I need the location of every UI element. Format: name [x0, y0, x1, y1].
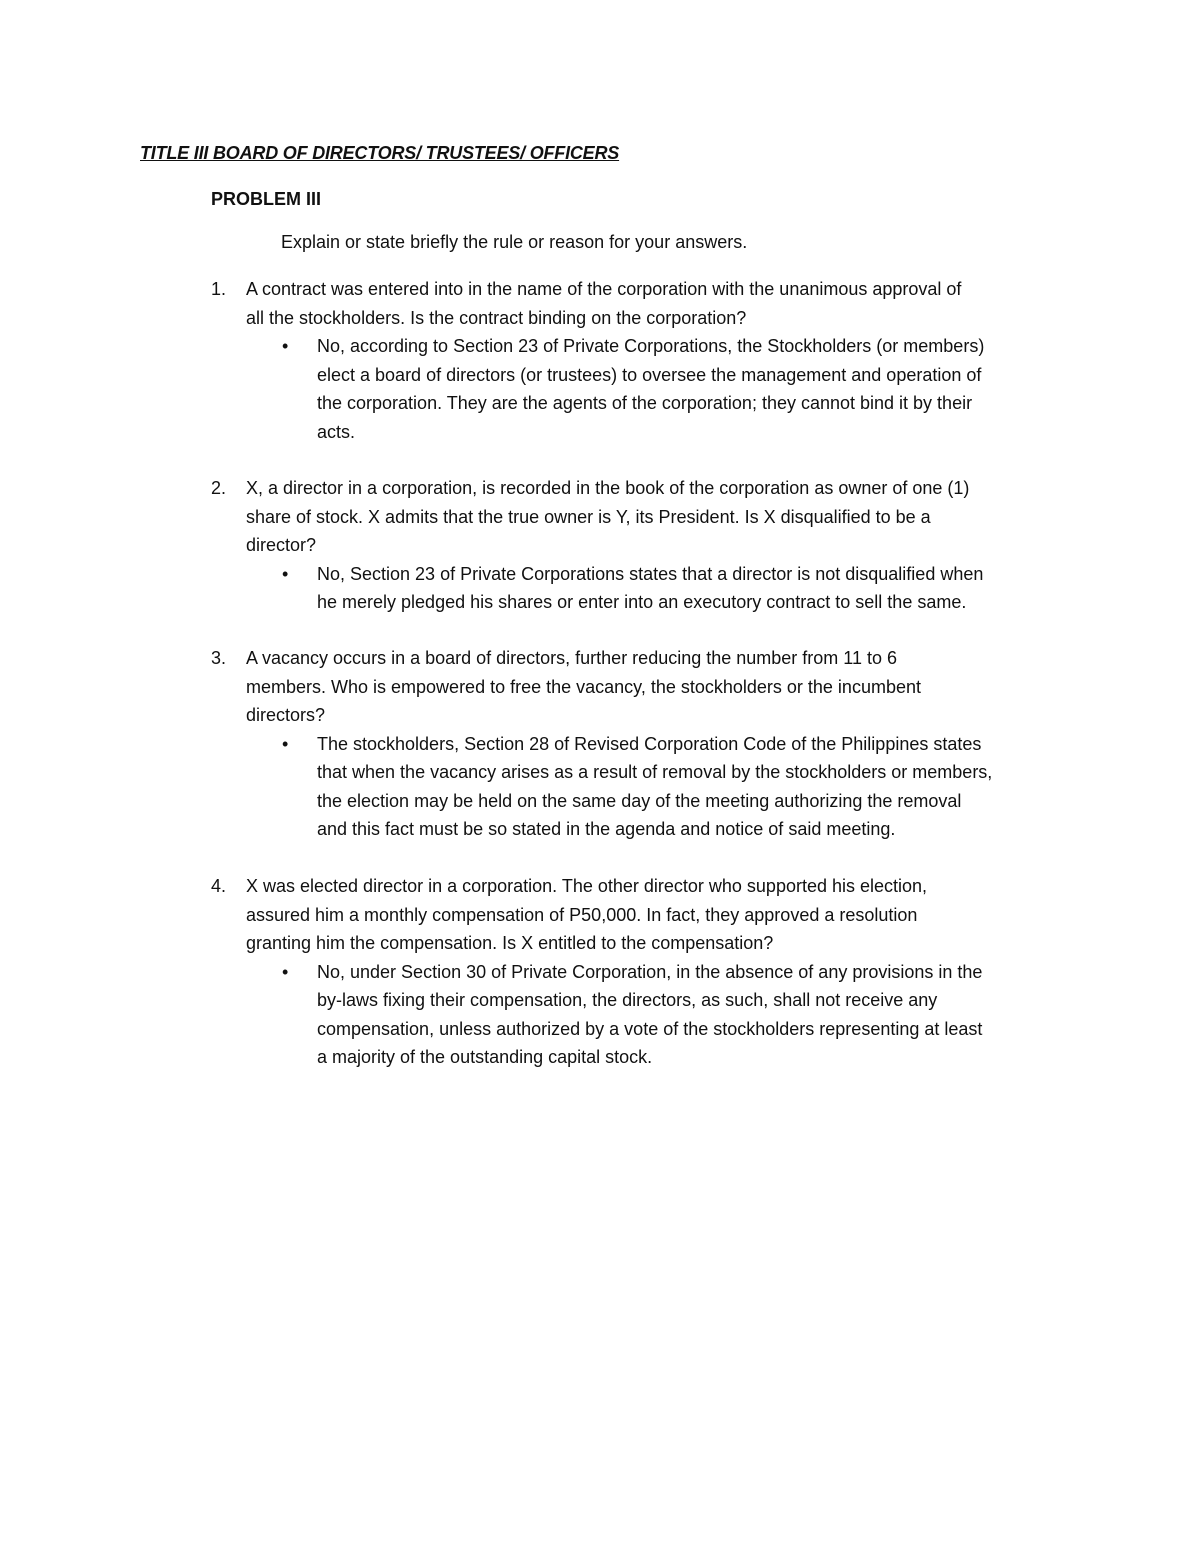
answer-line: and this fact must be so stated in the agenda and notice of said meeting. [317, 819, 896, 839]
answer-line: No, under Section 30 of Private Corporation, in the absence of any provisions in the [317, 961, 983, 982]
question-line: X, a director in a corporation, is recorded in the book of the corporation as owner of one (1) [246, 478, 970, 498]
answer-line: the election may be held on the same day of the meeting authorizing the removal [317, 790, 962, 811]
answer-text [317, 560, 1091, 617]
instruction-text: Explain or state briefly the rule or reason for your answers. [281, 232, 748, 252]
question-number: 4. [211, 876, 227, 896]
answer-line: No, Section 23 of Private Corporations states that a director is not disqualified when [317, 563, 984, 584]
question-line: all the stockholders. Is the contract binding on the corporation? [246, 307, 747, 328]
answer-line: that when the vacancy arises as a result of removal by the stockholders or members, [317, 762, 993, 782]
question-line: share of stock. X admits that the true owner is Y, its President. Is X disqualified to be a [246, 506, 931, 527]
question-line: X was elected director in a corporation. The other director who supported his election, [246, 876, 928, 896]
answer-line: by-laws fixing their compensation, the directors, as such, shall not receive any [317, 990, 938, 1010]
answer-text [317, 730, 1091, 844]
answer-line: acts. [317, 421, 356, 442]
question-line: members. Who is empowered to free the vacancy, the stockholders or the incumbent [246, 676, 921, 697]
question-text [246, 644, 1091, 730]
answer-line: a majority of the outstanding capital stock. [317, 1047, 653, 1067]
question-number: 2. [211, 478, 227, 498]
question-number: 1. [211, 279, 227, 299]
bullet-icon: • [282, 563, 289, 584]
question-item [211, 872, 1091, 1072]
answer-line: the corporation. They are the agents of the corporation; they cannot bind it by their [317, 393, 973, 413]
answer-line: elect a board of directors (or trustees) to oversee the management and operation of [317, 364, 982, 385]
question-line: director? [246, 535, 317, 555]
answer-item [246, 958, 1091, 1072]
question-line: assured him a monthly compensation of P50,000. In fact, they approved a resolution [246, 904, 918, 925]
problem-heading: PROBLEM III [211, 189, 322, 209]
question-text [246, 474, 1091, 560]
answer-text [317, 332, 1091, 446]
answer-text [317, 958, 1091, 1072]
question-number: 3. [211, 648, 227, 668]
question-item [211, 474, 1091, 617]
answer-line: The stockholders, Section 28 of Revised Corporation Code of the Philippines states [317, 733, 982, 754]
answer-item [246, 730, 1091, 844]
bullet-icon: • [282, 961, 289, 982]
question-line: A vacancy occurs in a board of directors, further reducing the number from 11 to 6 [246, 648, 897, 668]
question-text [246, 872, 1091, 958]
answer-line: compensation, unless authorized by a vote of the stockholders representing at least [317, 1018, 983, 1039]
question-text [246, 275, 1091, 332]
answer-line: he merely pledged his shares or enter into an executory contract to sell the same. [317, 592, 967, 612]
question-item [211, 275, 1091, 446]
answer-line: No, according to Section 23 of Private Corporations, the Stockholders (or members) [317, 336, 985, 356]
bullet-icon: • [282, 733, 289, 754]
question-item [211, 644, 1091, 844]
document-title: TITLE III BOARD OF DIRECTORS/ TRUSTEES/ OFFICERS [140, 143, 620, 163]
bullet-icon: • [282, 336, 289, 356]
question-line: A contract was entered into in the name of the corporation with the unanimous approval of [246, 279, 962, 299]
question-line: granting him the compensation. Is X entitled to the compensation? [246, 933, 774, 953]
answer-item [246, 560, 1091, 617]
answer-item [246, 332, 1091, 446]
question-line: directors? [246, 705, 326, 725]
